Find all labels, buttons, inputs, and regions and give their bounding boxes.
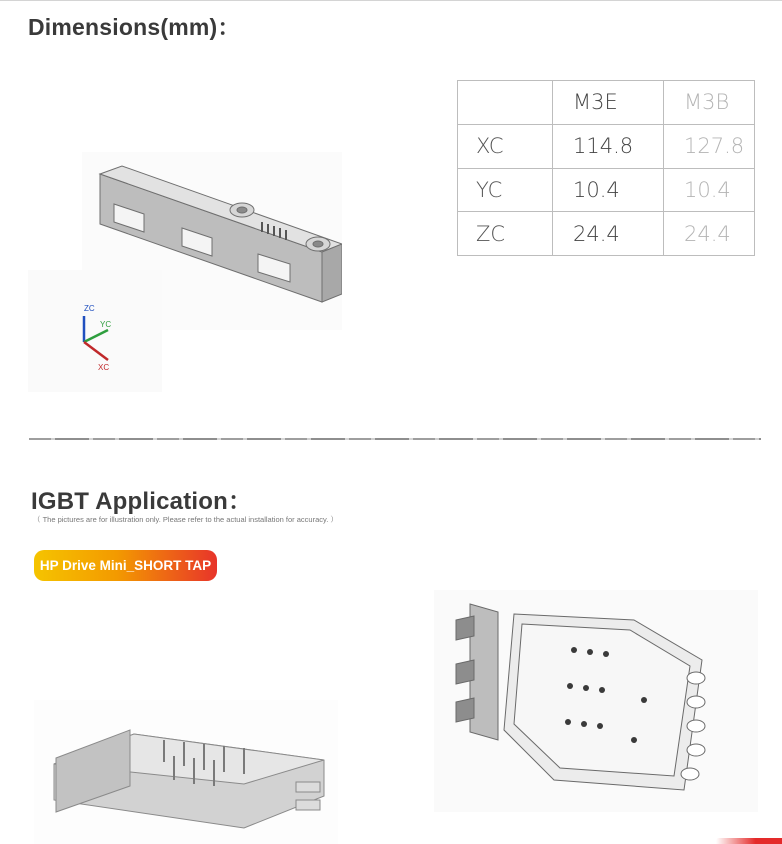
cell-xc-m3e: 114.8 (553, 124, 664, 168)
cell-zc-m3b: 24.4 (664, 212, 755, 256)
axis-triad (28, 270, 162, 392)
y-axis-arrow (84, 330, 108, 342)
igbt-module-side-image (34, 700, 338, 844)
row-label-xc: XC (458, 124, 553, 168)
axis-label-x: XC (98, 363, 110, 372)
row-label-yc: YC (458, 168, 553, 212)
corner-accent (716, 838, 782, 844)
table-row (458, 168, 755, 212)
igbt-module-exploded-image (434, 590, 758, 812)
cell-zc-m3e: 24.4 (553, 212, 664, 256)
section-divider (29, 438, 761, 440)
table-header-empty (458, 81, 553, 125)
axis-label-y: YC (100, 320, 112, 329)
table-header-row (458, 81, 755, 125)
hp-drive-tag: HP Drive Mini_SHORT TAP (34, 550, 217, 581)
cell-xc-m3b: 127.8 (664, 124, 755, 168)
dimensions-table (457, 80, 755, 256)
row-label-zc: ZC (458, 212, 553, 256)
illustration-note: （ The pictures are for illustration only. Please refer to the actual installation for accuracy. ） (33, 515, 338, 524)
table-header-m3b: M3B (664, 81, 755, 125)
table-row (458, 124, 755, 168)
x-axis-arrow (84, 342, 108, 360)
cell-yc-m3b: 10.4 (664, 168, 755, 212)
table-header-m3e: M3E (553, 81, 664, 125)
cell-yc-m3e: 10.4 (553, 168, 664, 212)
axis-label-z: ZC (84, 304, 95, 313)
top-border-line (0, 0, 782, 1)
dimensions-title: Dimensions(mm)： (28, 14, 241, 40)
igbt-title: IGBT Application： (31, 488, 253, 515)
table-row (458, 212, 755, 256)
